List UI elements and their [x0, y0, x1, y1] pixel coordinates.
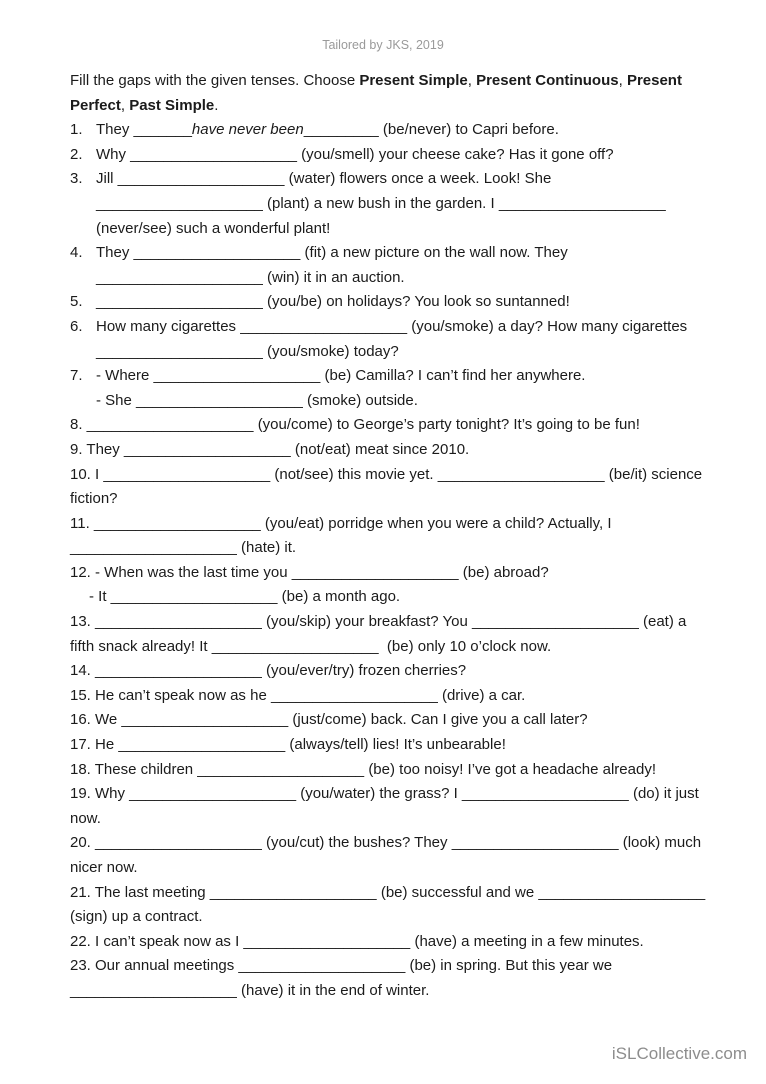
exercise-item-16: 16. We ____________________ (just/come) back. Can I give you a call later?: [70, 711, 588, 729]
exercise-item-8: 8. ____________________ (you/come) to George’s party tonight? It’s going to be fun!: [70, 416, 640, 434]
instructions-text: ,: [120, 96, 130, 114]
exercise-item-9: 9. They ____________________ (not/eat) meat since 2010.: [70, 440, 470, 458]
exercise-item-23-cont: ____________________ (have) it in the end of winter.: [70, 981, 430, 999]
instructions-text: Fill the gaps with the given tenses. Choose: [70, 72, 360, 89]
tense-past-simple: Past Simple: [129, 96, 215, 114]
exercise-item-4: [70, 241, 726, 266]
exercise-item-21: 21. The last meeting ____________________ (be) successful and we ____________________: [70, 883, 706, 901]
exercise-item-14: 14. ____________________ (you/ever/try) frozen cherries?: [70, 662, 467, 680]
exercise-item-19-cont: now.: [70, 809, 101, 827]
exercise-item-1: [70, 118, 726, 143]
tense-present-perfect-part2: Perfect: [70, 96, 121, 114]
exercise-item-10-cont: fiction?: [70, 490, 118, 508]
exercise-item-7-cont: - She ____________________ (smoke) outside.: [96, 391, 418, 409]
item-number: 6.: [70, 317, 83, 335]
exercise-item-13-cont: fifth snack already! It ____________________ (be) only 10 o’clock now.: [70, 637, 552, 655]
item-text: [96, 118, 559, 143]
exercise-item-21-cont: (sign) up a contract.: [70, 908, 203, 926]
instructions-text: .: [214, 96, 219, 114]
exercise-item-6-cont: ____________________ (you/smoke) today?: [96, 342, 399, 360]
item-text-segment: _________ (be/never) to Capri before.: [303, 121, 559, 139]
islcollective-watermark: iSLCollective.com: [611, 1044, 747, 1063]
item-text: They ____________________ (fit) a new picture on the wall now. They: [96, 244, 568, 262]
credit-line: Tailored by JKS, 2019: [322, 38, 444, 52]
exercise-item-18: 18. These children ____________________ (be) too noisy! I’ve got a headache already!: [70, 760, 656, 778]
item-number: 7.: [70, 367, 83, 385]
exercise-item-12-cont: - It ____________________ (be) a month ago.: [89, 588, 401, 606]
exercise-item-6: [70, 315, 726, 340]
instructions-line-1: [70, 69, 726, 94]
exercise-item-13: 13. ____________________ (you/skip) your breakfast? You ____________________ (eat) a: [70, 613, 687, 631]
item-number: 3.: [70, 170, 83, 188]
instructions-text: ,: [467, 72, 477, 89]
exercise-item-15: 15. He can’t speak now as he ____________________ (drive) a car.: [70, 686, 526, 704]
item-number: 5.: [70, 293, 83, 311]
exercise-item-7: [70, 364, 726, 389]
worksheet-body: [0, 53, 766, 1004]
item-text: Jill ____________________ (water) flowers once a week. Look! She: [96, 170, 552, 188]
exercise-item-5: [70, 290, 726, 315]
exercise-item-23: 23. Our annual meetings ____________________ (be) in spring. But this year we: [70, 957, 613, 975]
item-text: Why ____________________ (you/smell) your cheese cake? Has it gone off?: [96, 145, 614, 163]
item-number: 1.: [70, 121, 83, 139]
sample-answer-italic: have never been: [191, 121, 304, 139]
exercise-item-17: 17. He ____________________ (always/tell) lies! It’s unbearable!: [70, 736, 506, 754]
exercise-item-12: 12. - When was the last time you ____________________ (be) abroad?: [70, 563, 549, 581]
item-text: - Where ____________________ (be) Camilla? I can’t find her anywhere.: [96, 367, 586, 385]
exercise-item-4-cont: ____________________ (win) it in an auction.: [96, 268, 405, 286]
exercise-item-3-cont: (never/see) such a wonderful plant!: [96, 219, 331, 237]
exercise-item-2: [70, 143, 726, 168]
exercise-item-20-cont: nicer now.: [70, 859, 138, 876]
tense-present-continuous: Present Continuous: [476, 72, 619, 89]
exercise-item-22: 22. I can’t speak now as I ____________________ (have) a meeting in a few minutes.: [70, 932, 644, 950]
exercise-item-3: [70, 167, 726, 192]
item-text: How many cigarettes ____________________ (you/smoke) a day? How many cigarettes: [96, 317, 688, 335]
tense-present-simple: Present Simple: [359, 72, 468, 89]
instructions-line-2: [70, 94, 726, 119]
exercise-item-19: 19. Why ____________________ (you/water) the grass? I ____________________ (do) it just: [70, 785, 699, 803]
item-number: 2.: [70, 145, 83, 163]
instructions-text: ,: [618, 72, 627, 89]
item-text: ____________________ (you/be) on holidays? You look so suntanned!: [96, 293, 570, 311]
item-text-segment: They _______: [96, 121, 192, 139]
exercise-item-11: 11. ____________________ (you/eat) porridge when you were a child? Actually, I: [70, 514, 612, 532]
exercise-item-10: 10. I ____________________ (not/see) this movie yet. ____________________ (be/it) science: [70, 465, 703, 483]
item-number: 4.: [70, 244, 83, 262]
tense-present-perfect-part1: Present: [626, 72, 682, 89]
exercise-item-11-cont: ____________________ (hate) it.: [70, 539, 297, 557]
exercise-item-20: 20. ____________________ (you/cut) the bushes? They ____________________ (look) much: [70, 834, 702, 852]
exercise-item-3-cont: ____________________ (plant) a new bush in the garden. I ____________________: [96, 194, 666, 212]
